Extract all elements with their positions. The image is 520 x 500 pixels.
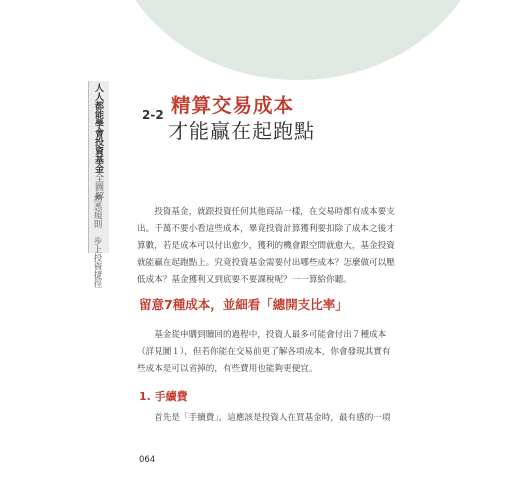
book-series-bold: 人人都能學會投資基金 [93,83,103,173]
paragraph-costs: 基金從申購到贖回的過程中，投資人最多可能會付出７種成本（詳見圖１），但若你能在交易前更了解各項成本，你會發現其實有些成本是可以省掉的，有些費用也能夠更便宜。 [137,330,391,374]
paragraph-fees: 首先是「手續費」，這應該是投資人在買基金時，最有感的一項 [137,413,391,423]
background-decoration [108,0,488,80]
section-subtitle: 才能贏在起跑點 [168,119,315,143]
subheading-fees: 1. 手續費 [139,390,188,403]
page-number: 064 [139,455,156,465]
section-number: 2-2 [142,108,164,122]
book-series-title [93,83,103,200]
section-heading: 留意7種成本，並細看「總開支比率」 [139,297,348,312]
paragraph-intro: 投資基金，就跟投資任何其他商品一樣，在交易時都有成本要支出。千萬不要小看這些成本，畢竟投資計算獲利要扣除了成本之後才算數，若是成本可以付出愈少，獲利的機會跟空間就愈大，基金投資就能贏在起跑點上。究竟投資基金需要付出哪些成本？怎麼做可以壓低成本？基金獲利又到底要不要課稅呢？一一算給你聽。 [137,207,395,285]
book-series-suffix: 全圖解 [93,173,103,200]
section-title: 精算交易成本 [171,94,295,117]
part-label: 熟悉規則 步上投資捷徑 [92,194,102,288]
